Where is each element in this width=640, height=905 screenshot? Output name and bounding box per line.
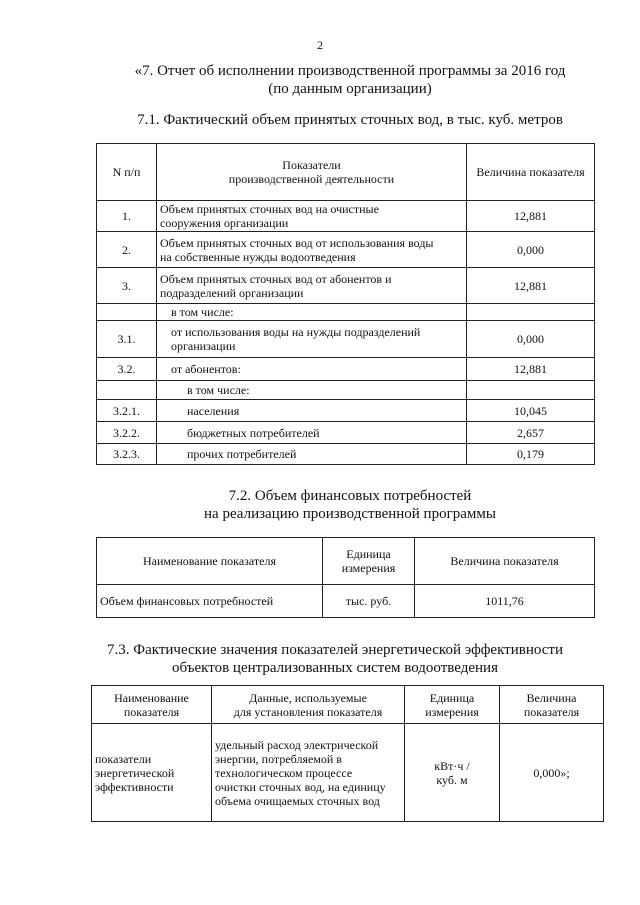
row-num: 3.2.2. (97, 422, 157, 444)
row-indicator-line1: Объем принятых сточных вод от использования воды (160, 235, 434, 250)
row-unit (405, 724, 500, 822)
row-num: 3.1. (97, 321, 157, 358)
row-num: 3.2.3. (97, 444, 157, 465)
header-value: Величина показателя (415, 538, 595, 585)
row-indicator-line2: организации (171, 339, 236, 353)
row-value (467, 304, 595, 321)
row-indicator (157, 201, 467, 232)
subsection-7-1-title: 7.1. Фактический объем принятых сточных вод, в тыс. куб. метров (137, 112, 563, 128)
header-value-line1: Величина (526, 690, 577, 705)
row-indicator (157, 321, 467, 358)
header-unit (405, 686, 500, 724)
row-indicator-line1: Объем принятых сточных вод от абонентов и (160, 271, 392, 286)
row-indicator-line1: Объем принятых сточных вод на очистные (160, 202, 379, 216)
subsection-7-3-title (30, 641, 640, 677)
row-value: 1011,76 (415, 585, 595, 618)
header-num: N п/п (97, 144, 157, 201)
table-row (97, 304, 595, 321)
table-header-row (92, 686, 604, 724)
row-indicator-line2: подразделений организации (160, 285, 304, 300)
section-title-line2: (по данным организации) (268, 81, 432, 97)
header-name-line1: Наименование (114, 690, 189, 705)
row-value: 10,045 (467, 400, 595, 422)
energy-efficiency-table (91, 685, 604, 822)
header-indicator-line1: Показатели (282, 158, 341, 172)
row-value: 2,657 (467, 422, 595, 444)
subsection-7-3-title-line1: 7.3. Фактические значения показателей энергетической эффективности (107, 642, 563, 658)
header-name-line2: показателя (123, 704, 180, 719)
table-row (97, 232, 595, 268)
subsection-7-2-title (60, 487, 640, 523)
row-indicator: прочих потребителей (157, 444, 467, 465)
row-indicator-line2: на собственные нужды водоотведения (160, 249, 356, 264)
row-num (97, 304, 157, 321)
row-name (92, 724, 212, 822)
row-name-line3: эффективности (95, 779, 174, 794)
row-unit: тыс. руб. (323, 585, 415, 618)
row-data-line1: удельный расход электрической (215, 737, 379, 752)
header-unit (323, 538, 415, 585)
subsection-7-2-title-line1: 7.2. Объем финансовых потребностей (228, 488, 472, 504)
subsection-7-3-title-line2: объектов централизованных систем водоотведения (171, 660, 498, 676)
row-indicator-line2: сооружения организации (160, 216, 289, 230)
header-data-line2: для установления показателя (233, 704, 383, 719)
table-row (97, 358, 595, 381)
row-indicator: населения (157, 400, 467, 422)
row-indicator: от абонентов: (157, 358, 467, 381)
wastewater-volume-table (96, 143, 595, 465)
header-unit-line1: Единица (346, 547, 391, 561)
row-value: 0,000 (467, 232, 595, 268)
row-data (212, 724, 405, 822)
row-num: 1. (97, 201, 157, 232)
row-unit-line2: куб. м (436, 772, 468, 787)
row-indicator (157, 268, 467, 304)
header-name (92, 686, 212, 724)
row-indicator-line1: от использования воды на нужды подразделений (171, 325, 421, 339)
section-title-line1: «7. Отчет об исполнении производственной программы за 2016 год (134, 63, 566, 79)
header-unit-line1: Единица (429, 690, 475, 705)
header-unit-line2: измерения (425, 704, 479, 719)
header-value (500, 686, 604, 724)
header-value: Величина показателя (467, 144, 595, 201)
table-row (97, 585, 595, 618)
row-data-line5: объема очищаемых сточных вод (215, 793, 380, 808)
row-value: 0,000 (467, 321, 595, 358)
table-row (97, 201, 595, 232)
header-data-line1: Данные, используемые (249, 690, 367, 705)
table-row (92, 724, 604, 822)
row-indicator: бюджетных потребителей (157, 422, 467, 444)
row-indicator (157, 232, 467, 268)
table-row (97, 422, 595, 444)
row-num: 2. (97, 232, 157, 268)
subsection-7-2-title-line2: на реализацию производственной программы (204, 506, 496, 522)
row-data-line3: технологическом процессе (215, 765, 353, 780)
row-indicator: в том числе: (157, 304, 467, 321)
section-title (60, 62, 640, 98)
row-name-line2: энергетической (95, 765, 175, 780)
row-num: 3. (97, 268, 157, 304)
header-name: Наименование показателя (97, 538, 323, 585)
row-value: 12,881 (467, 201, 595, 232)
row-num: 3.2. (97, 358, 157, 381)
row-data-line2: энергии, потребляемой в (215, 751, 342, 766)
header-value-line2: показателя (523, 704, 580, 719)
row-value: 12,881 (467, 358, 595, 381)
row-value: 0,179 (467, 444, 595, 465)
table-header-row (97, 538, 595, 585)
table-header-row (97, 144, 595, 201)
row-num: 3.2.1. (97, 400, 157, 422)
row-value: 0,000»; (500, 724, 604, 822)
header-indicator-line2: производственной деятельности (228, 172, 395, 186)
header-data (212, 686, 405, 724)
table-row (97, 400, 595, 422)
row-value (467, 381, 595, 400)
row-name: Объем финансовых потребностей (97, 585, 323, 618)
header-indicator (157, 144, 467, 201)
table-row (97, 268, 595, 304)
row-indicator: в том числе: (157, 381, 467, 400)
page-number: 2 (317, 38, 323, 52)
table-row (97, 321, 595, 358)
row-data-line4: очистки сточных вод, на единицу (215, 779, 386, 794)
row-num (97, 381, 157, 400)
row-value: 12,881 (467, 268, 595, 304)
row-unit-line1: кВт·ч / (434, 758, 470, 773)
header-unit-line2: измерения (341, 561, 396, 575)
table-row (97, 444, 595, 465)
table-row (97, 381, 595, 400)
financial-needs-table (96, 537, 595, 618)
row-name-line1: показатели (95, 751, 152, 766)
